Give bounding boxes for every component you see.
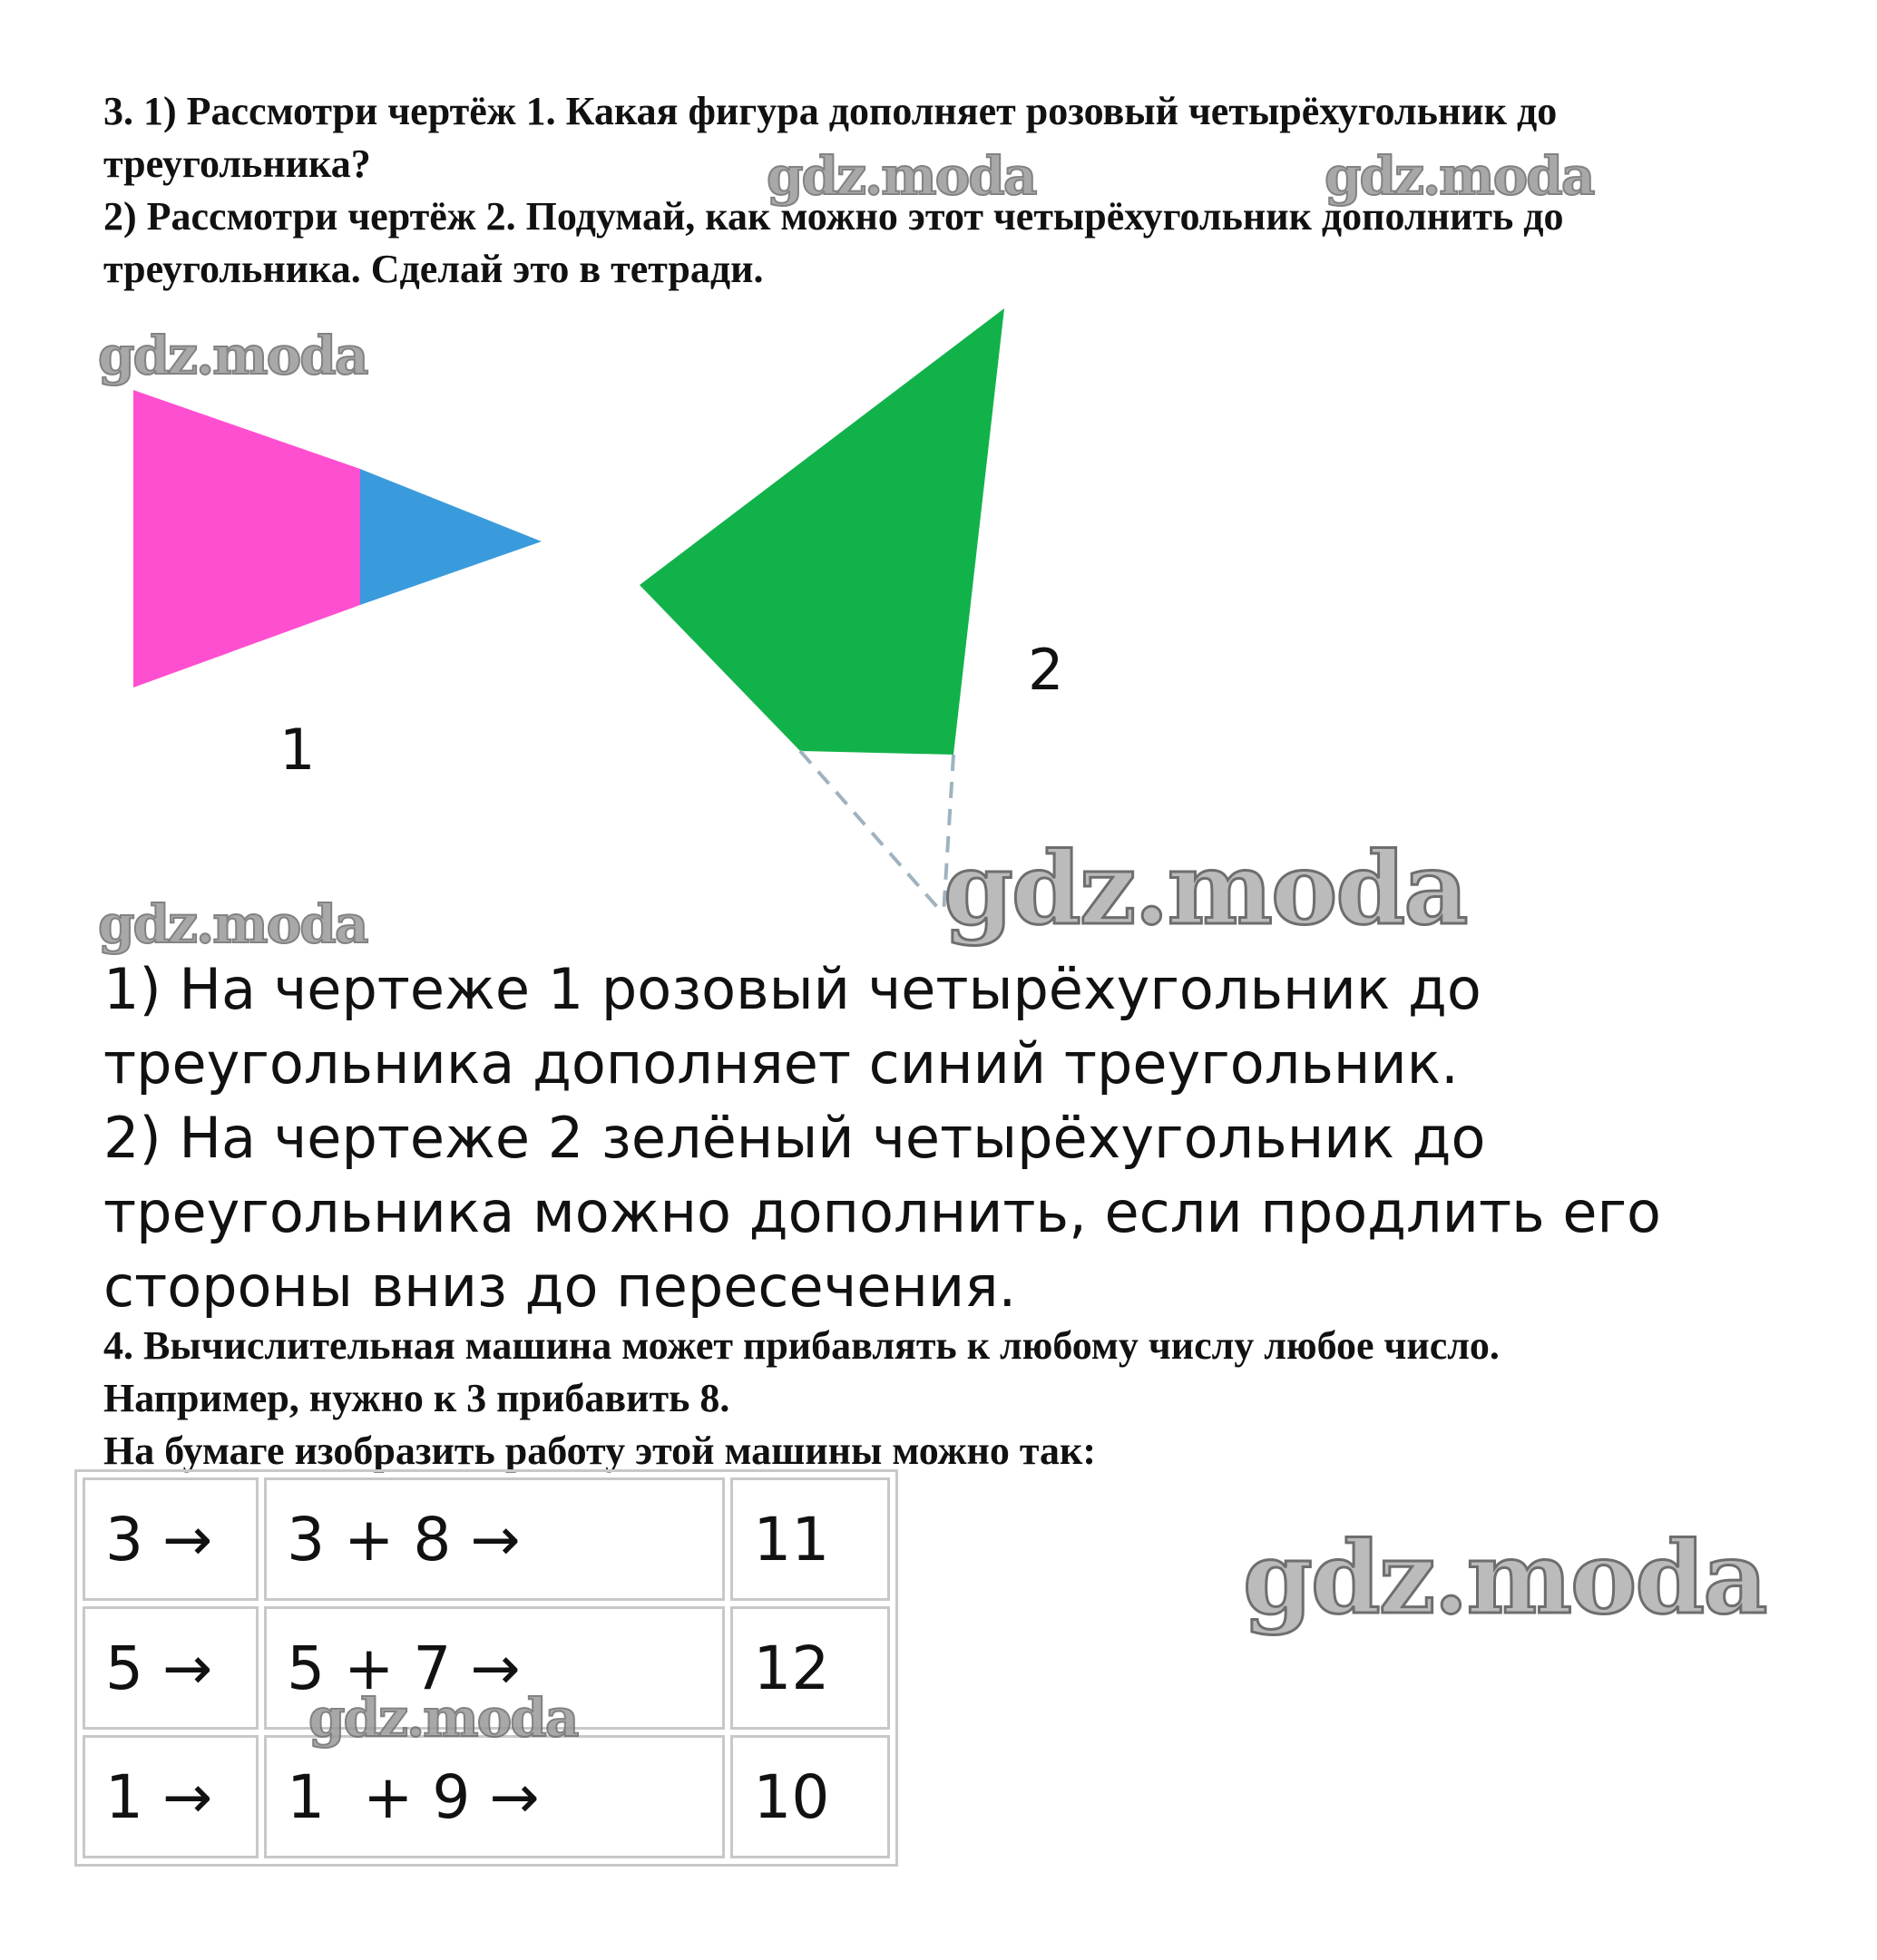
operation-cell: 3 + 8 →	[264, 1477, 725, 1601]
answer-line: 2) На чертеже 2 зелёный четырёхугольник до	[103, 1105, 1486, 1171]
machine-table	[74, 1469, 898, 1867]
input-cell: 3 →	[83, 1477, 259, 1601]
watermark: gdz.moda	[308, 1687, 578, 1749]
task-4-line: Например, нужно к 3 прибавить 8.	[103, 1376, 730, 1420]
task-4-line: На бумаге изобразить работу этой машины можно так:	[103, 1429, 1097, 1473]
table-row	[83, 1735, 890, 1858]
result-cell: 10	[730, 1735, 890, 1858]
watermark: gdz.moda	[98, 325, 367, 386]
watermark: gdz.moda	[943, 830, 1467, 947]
task-4-line: 4. Вычислительная машина может прибавлять к любому числу любое число.	[103, 1323, 1500, 1368]
input-cell: 1 →	[83, 1735, 259, 1858]
answer-line: 1) На чертеже 1 розовый четырёхугольник до	[103, 956, 1481, 1022]
figure-2-label: 2	[1028, 637, 1064, 703]
task-3-line: треугольника. Сделай это в тетради.	[103, 247, 764, 291]
watermark: gdz.moda	[1325, 145, 1594, 207]
watermark: gdz.moda	[98, 893, 367, 955]
figure-1-blue-triangle	[360, 469, 542, 605]
operation-cell: 1 + 9 →	[264, 1735, 725, 1858]
task-3-line: 2) Рассмотри чертёж 2. Подумай, как можно этот четырёхугольник дополнить до	[103, 194, 1564, 239]
answer-line: стороны вниз до пересечения.	[103, 1253, 1017, 1320]
task-4-text	[103, 1320, 1827, 1477]
table-row	[83, 1477, 890, 1601]
figure-2-green-quadrilateral	[640, 308, 1004, 755]
task-3-line: треугольника?	[103, 141, 371, 186]
watermark: gdz.moda	[767, 145, 1036, 207]
figure-2-dashed-extension-left	[800, 751, 943, 914]
answer-line: треугольника дополняет синий треугольник.	[103, 1030, 1459, 1097]
figure-1-pink-quadrilateral	[133, 390, 360, 687]
input-cell: 5 →	[83, 1606, 259, 1730]
answer-line: треугольника можно дополнить, если продлить его	[103, 1179, 1661, 1245]
result-cell: 12	[730, 1606, 890, 1730]
task-3-line: 3. 1) Рассмотри чертёж 1. Какая фигура дополняет розовый четырёхугольник до	[103, 89, 1558, 133]
watermark: gdz.moda	[1243, 1519, 1766, 1636]
operation-cell: 5 + 7 →	[264, 1606, 725, 1730]
result-cell: 11	[730, 1477, 890, 1601]
figure-1-label: 1	[279, 717, 316, 783]
answer-text	[103, 952, 1845, 1324]
